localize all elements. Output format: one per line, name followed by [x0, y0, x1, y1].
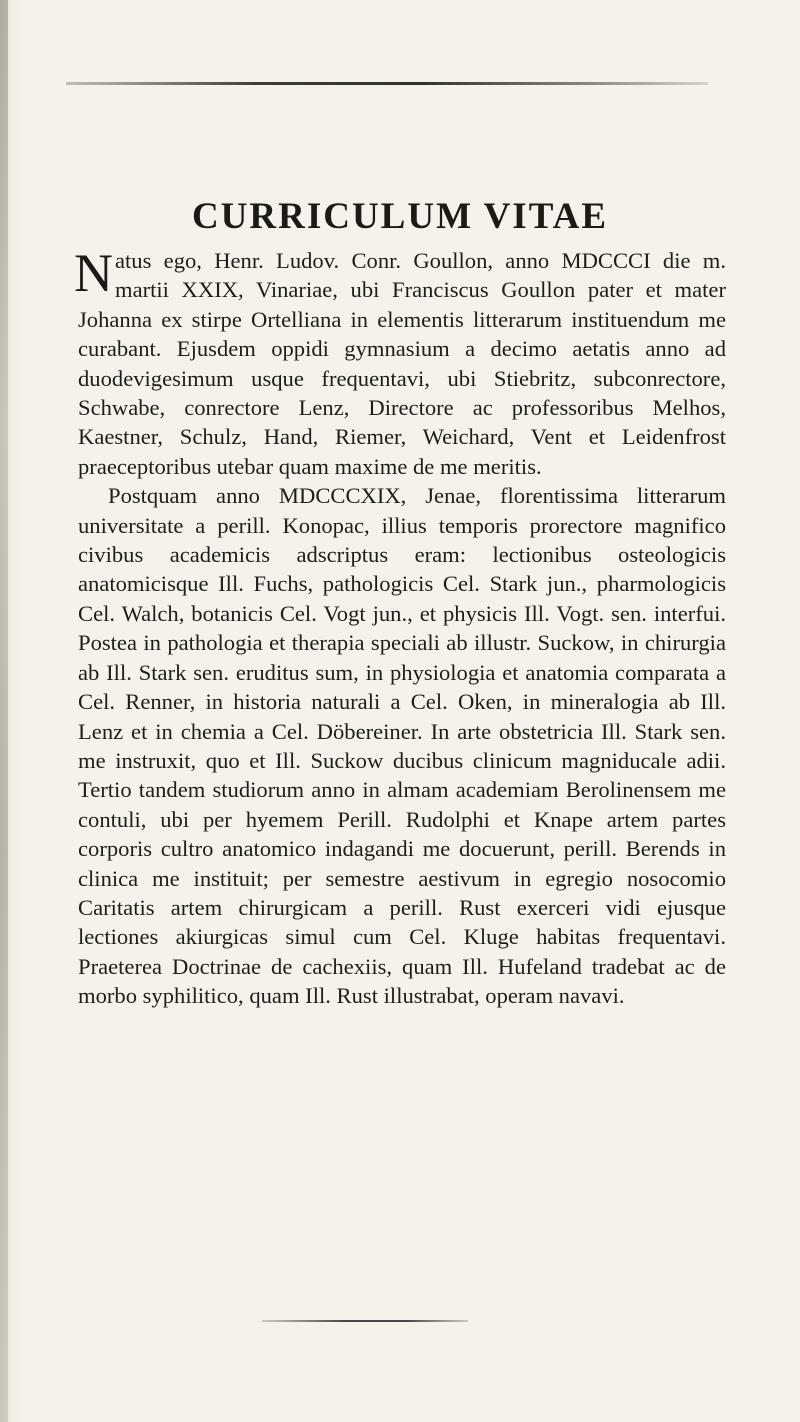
paragraph-2: Postquam anno MDCCCXIX, Jenae, florentissima litterarum universitate a perill. Konopac, illius temporis prorectore magnifico civibus academicis adscriptus eram: lectionibus osteologicis anatomicisque Ill. Fuchs, pathologicis Cel. Stark jun., pharmologicis Cel. Walch, botanicis Cel. Vogt jun., et physicis Ill. Vogt. sen. interfui. Postea in pathologia et therapia speciali ab illustr. Suckow, in chirurgia ab Ill. Stark sen. eruditus sum, in physiologia et anatomia comparata a Cel. Renner, in historia naturali a Cel. Oken, in mineralogia ab Ill. Lenz et in chemia a Cel. Döbereiner. In arte obstetricia Ill. Stark sen. me instruxit, quo et Ill. Suckow ducibus clinicum magniducale adii. Tertio tandem studiorum anno in almam academiam Berolinensem me contuli, ubi per hyemem Perill. Rudolphi et Knape artem partes corporis cultro anatomico indagandi me docuerunt, perill. Berends in clinica me instituit; per semestre aestivum in egregio nosocomio Caritatis artem chirurgicam a perill. Rust exerceri vidi ejusque lectiones akiurgicas simul cum Cel. Kluge habitas frequentavi. Praeterea Doctrinae de cachexiis, quam Ill. Hufeland tradebat ac de morbo syphilitico, quam Ill. Rust illustrabat, operam navavi. — [78, 483, 726, 1009]
top-rule — [66, 82, 708, 85]
paragraph-1-text: atus ego, Henr. Ludov. Conr. Goullon, anno MDCCCI die m. martii XXIX, Vinariae, ubi Franciscus Goullon pater et mater Johanna ex stirpe Ortelliana in elementis litterarum instituendum me curabant. Ejusdem oppidi gymnasium a decimo aetatis anno ad duodevigesimum usque frequentavi, ubi Stiebritz, subconrectore, Schwabe, conrectore Lenz, Directore ac professoribus Melhos, Kaestner, Schulz, Hand, Riemer, Weichard, Vent et Leidenfrost praeceptoribus utebar quam maxime de me meritis. — [78, 248, 726, 479]
paragraph-1 — [74, 243, 726, 481]
drop-cap: N — [74, 243, 113, 303]
page-title: CURRICULUM VITAE — [191, 195, 609, 237]
bottom-rule — [262, 1320, 468, 1322]
body-text — [74, 243, 726, 1011]
